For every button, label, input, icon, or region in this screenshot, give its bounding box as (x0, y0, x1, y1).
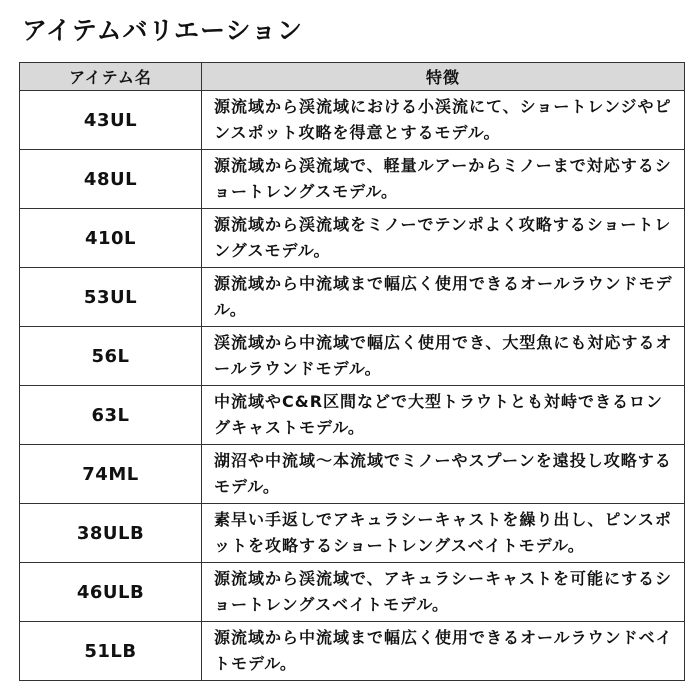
table-row (20, 209, 685, 268)
table-row (20, 622, 685, 681)
item-name-cell: 43UL (20, 91, 202, 150)
item-name-cell: 53UL (20, 268, 202, 327)
item-description-cell: 源流域から渓流域における小渓流にて、ショートレンジやピンスポット攻略を得意とするモデル。 (202, 91, 685, 150)
table-row (20, 386, 685, 445)
item-name-cell: 56L (20, 327, 202, 386)
header-item-name: アイテム名 (20, 63, 202, 91)
item-name-cell: 38ULB (20, 504, 202, 563)
item-name-cell: 51LB (20, 622, 202, 681)
table-row (20, 91, 685, 150)
item-name-cell: 410L (20, 209, 202, 268)
item-description-cell: 中流域やC&R区間などで大型トラウトとも対峙できるロングキャストモデル。 (202, 386, 685, 445)
table-row (20, 445, 685, 504)
table-row (20, 327, 685, 386)
item-name-cell: 48UL (20, 150, 202, 209)
item-description-cell: 渓流域から中流域で幅広く使用でき、大型魚にも対応するオールラウンドモデル。 (202, 327, 685, 386)
item-name-cell: 46ULB (20, 563, 202, 622)
table-row (20, 268, 685, 327)
table-header-row (20, 63, 685, 91)
table-row (20, 150, 685, 209)
table-row (20, 563, 685, 622)
header-features: 特徴 (202, 63, 685, 91)
variation-table (19, 62, 685, 681)
item-description-cell: 源流域から中流域まで幅広く使用できるオールラウンドモデル。 (202, 268, 685, 327)
item-name-cell: 74ML (20, 445, 202, 504)
item-description-cell: 源流域から渓流域をミノーでテンポよく攻略するショートレングスモデル。 (202, 209, 685, 268)
item-description-cell: 源流域から中流域まで幅広く使用できるオールラウンドベイトモデル。 (202, 622, 685, 681)
item-name-cell: 63L (20, 386, 202, 445)
page-title: アイテムバリエーション (22, 16, 304, 45)
item-description-cell: 湖沼や中流域～本流域でミノーやスプーンを遠投し攻略するモデル。 (202, 445, 685, 504)
item-description-cell: 素早い手返しでアキュラシーキャストを繰り出し、ピンスポットを攻略するショートレングスベイトモデル。 (202, 504, 685, 563)
item-description-cell: 源流域から渓流域で、アキュラシーキャストを可能にするショートレングスベイトモデル。 (202, 563, 685, 622)
table-row (20, 504, 685, 563)
item-description-cell: 源流域から渓流域で、軽量ルアーからミノーまで対応するショートレングスモデル。 (202, 150, 685, 209)
